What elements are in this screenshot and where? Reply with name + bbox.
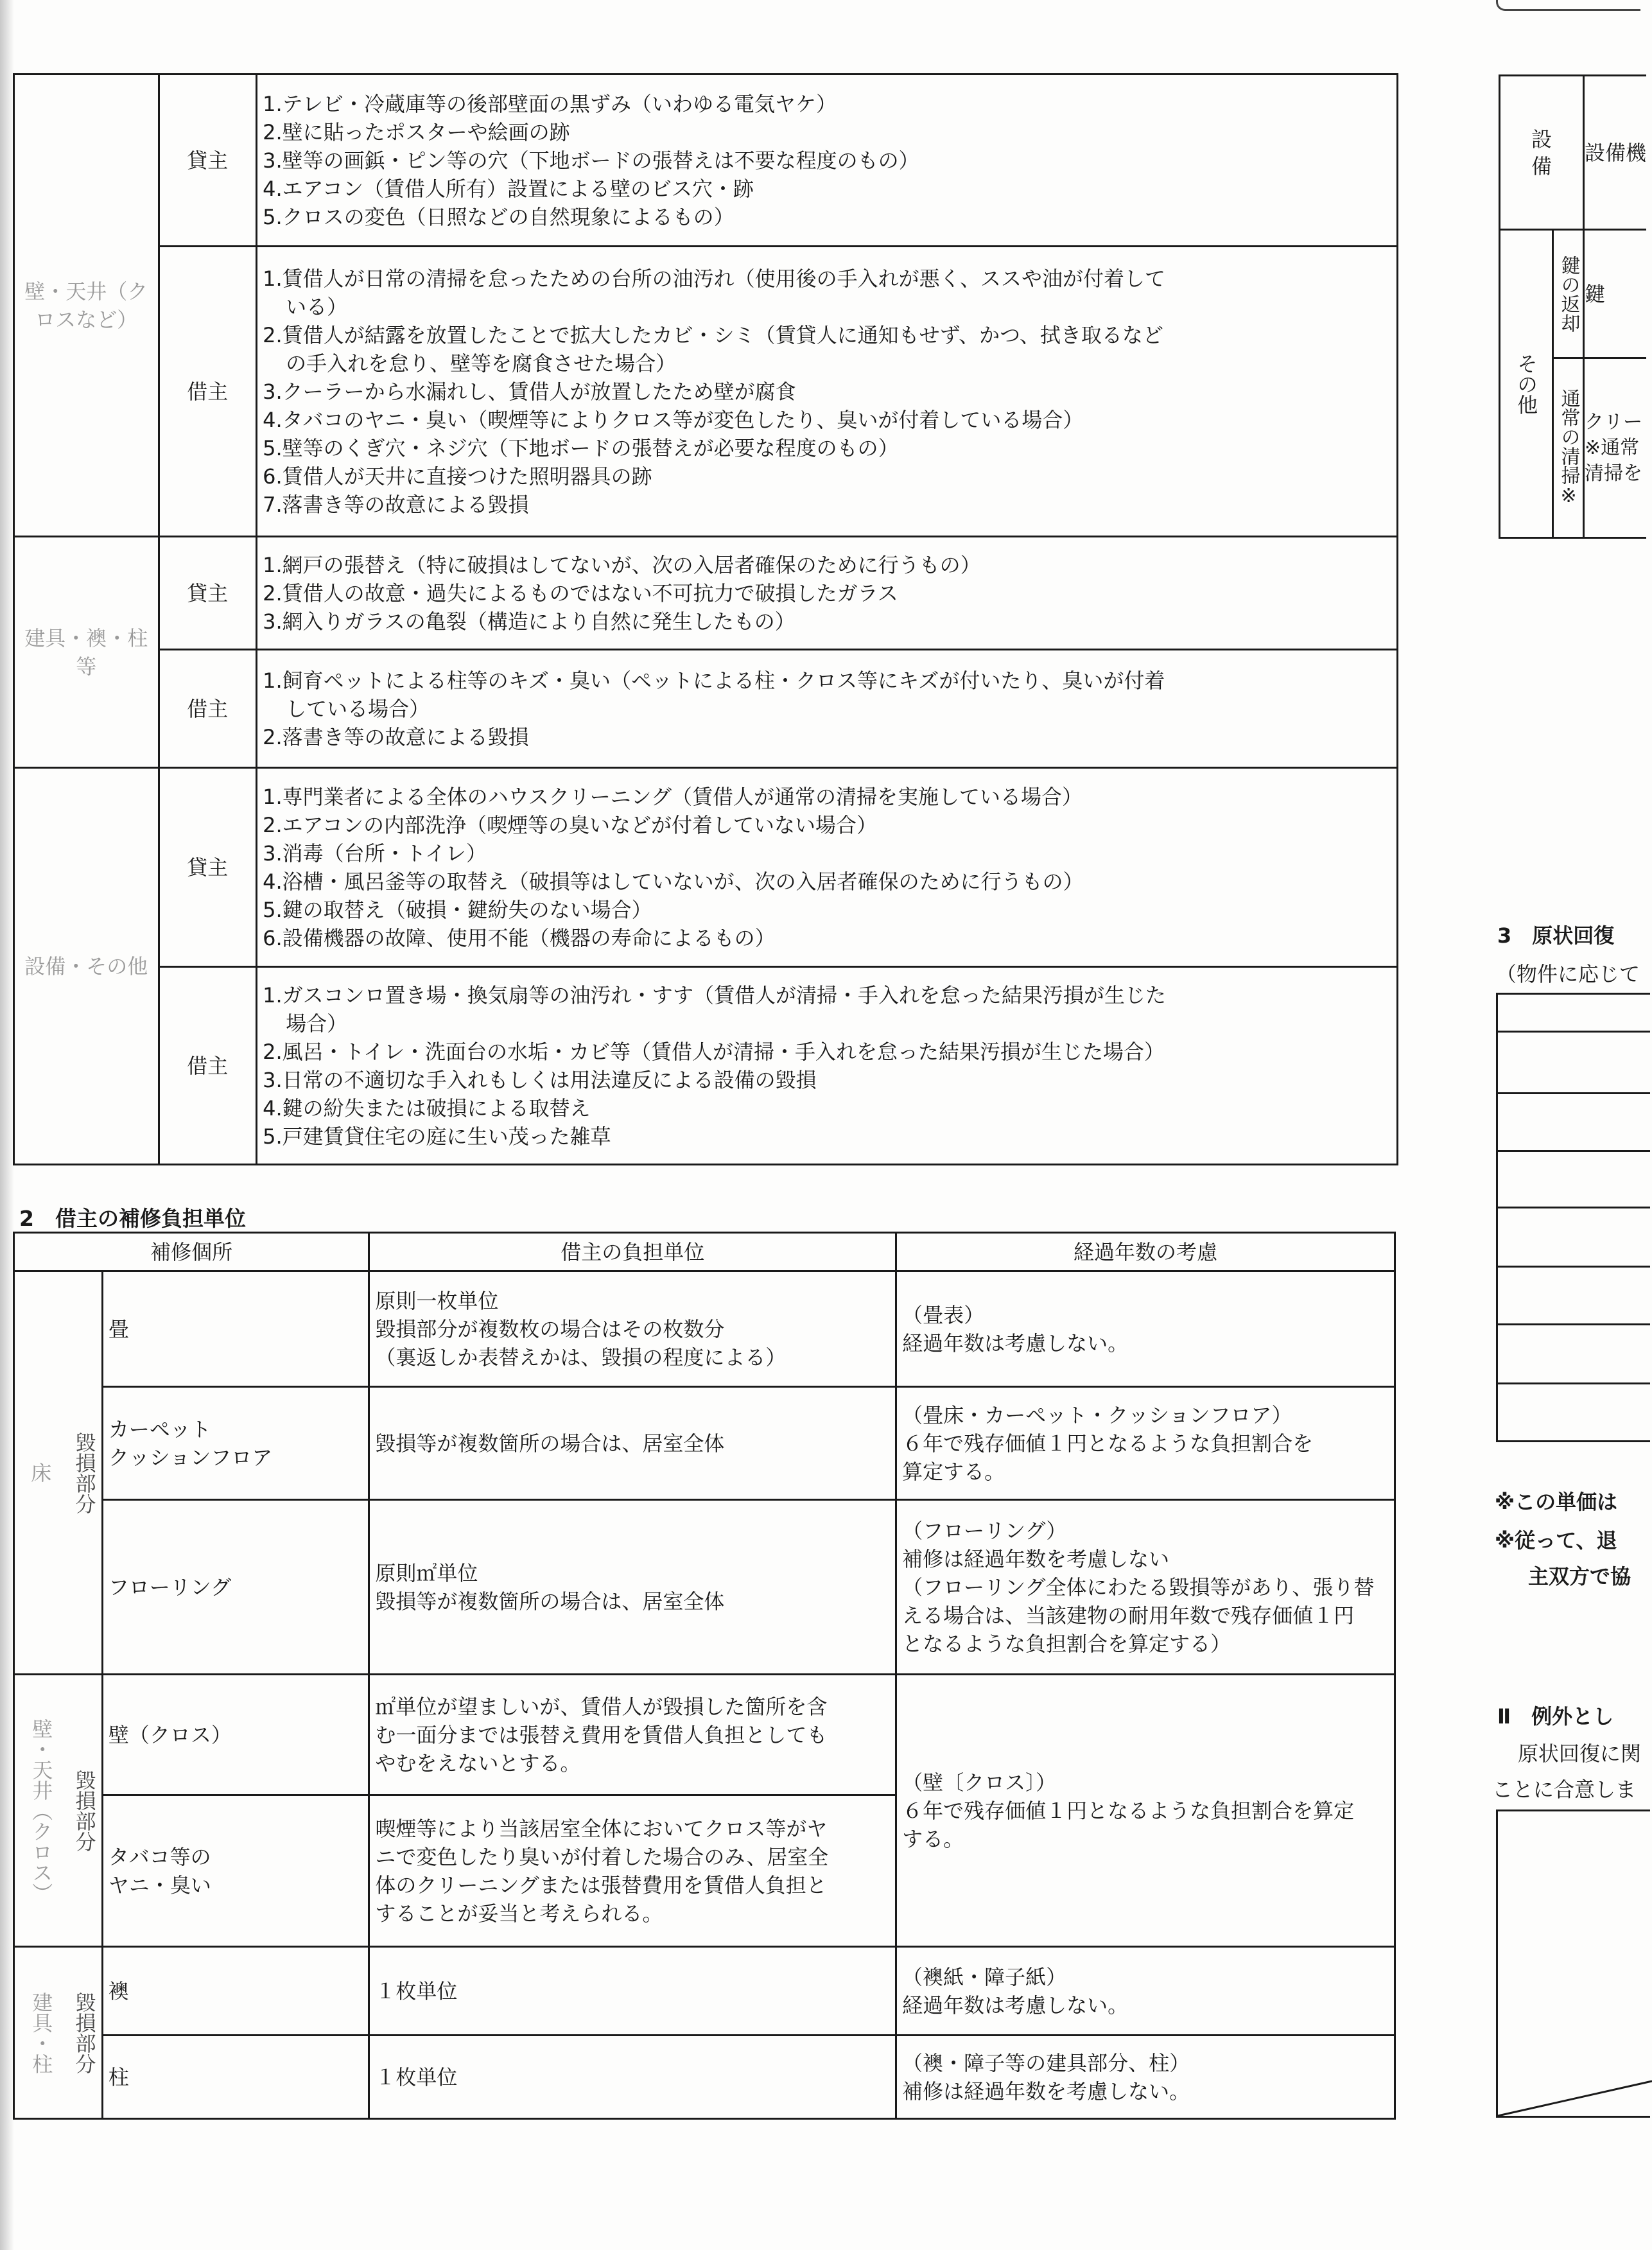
- list-item: 2.エアコンの内部洗浄（喫煙等の臭いなどが付着していない場合）: [263, 812, 878, 837]
- list-item: 1.専門業者による全体のハウスクリーニング（賃借人が通常の清掃を実施している場合）: [263, 784, 1083, 809]
- list-item: 3.消毒（台所・トイレ）: [263, 841, 487, 866]
- list-item: 2.風呂・トイレ・洗面台の水垢・カビ等（賃借人が清掃・手入れを怠った結果汚損が生じた場合）: [263, 1039, 1165, 1064]
- section-3-title: 3 原状回復: [1497, 923, 1615, 948]
- list-item: 5.クロスの変色（日照などの自然現象によるもの）: [263, 204, 735, 229]
- item-flooring: フローリング: [102, 1500, 369, 1675]
- item-tobacco: タバコ等の ヤニ・臭い: [102, 1795, 369, 1947]
- header-repair-location: 補修個所: [14, 1233, 369, 1271]
- list-item: 2.賃借人が結露を放置したことで拡大したカビ・シミ（賃貸人に通知もせず、かつ、拭き取るなど の手入れを怠り、壁等を腐食させた場合）: [263, 322, 1163, 376]
- age-wall: （壁〔クロス〕） ６年で残存価値１円となるような負担割合を算定 する。: [896, 1675, 1395, 1947]
- lessee-items-wall: [257, 247, 1398, 537]
- age-pillar: （襖・障子等の建具部分、柱） 補修は経過年数を考慮しない。: [896, 2036, 1395, 2119]
- unit-pillar: １枚単位: [369, 2036, 896, 2119]
- label-key-return: 鍵の返却: [1553, 230, 1584, 358]
- list-item: 5.鍵の取替え（破損・鍵紛失のない場合）: [263, 897, 652, 922]
- group-wall-ceiling: 壁・天井（クロス）: [14, 1675, 68, 1947]
- item-pillar: 柱: [102, 2036, 369, 2119]
- category-equipment: 設備・その他: [14, 768, 159, 1165]
- party-lessee: 借主: [159, 247, 257, 537]
- unit-tobacco: 喫煙等により当該居室全体においてクロス等がヤ ニで変色したり臭いが付着した場合のみ、居室全 体のクリーニングまたは張替費用を賃借人負担と することが妥当と考えられる。: [369, 1795, 896, 1947]
- list-item: 1.網戸の張替え（特に破損はしてないが、次の入居者確保のために行うもの）: [263, 552, 981, 577]
- list-item: 7.落書き等の故意による毀損: [263, 492, 529, 517]
- party-lessee: 借主: [159, 967, 257, 1165]
- list-item: 1.テレビ・冷蔵庫等の後部壁面の黒ずみ（いわゆる電気ヤケ）: [263, 91, 837, 116]
- party-lessor: 貸主: [159, 74, 257, 247]
- party-lessor: 貸主: [159, 768, 257, 967]
- party-lessor: 貸主: [159, 537, 257, 650]
- list-item: 6.設備機器の故障、使用不能（機器の寿命によるもの）: [263, 925, 776, 950]
- category-fixtures: 建具・襖・柱等: [14, 537, 159, 768]
- section-ii-text-2: ことに合意しま: [1492, 1777, 1637, 1802]
- list-item: 2.賃借人の故意・過失によるものではない不可抗力で破損したガラス: [263, 580, 898, 606]
- item-tatami: 畳: [102, 1271, 369, 1387]
- unit-flooring: 原則㎡単位 毀損等が複数箇所の場合は、居室全体: [369, 1500, 896, 1675]
- equipment-text: 設備機: [1583, 76, 1646, 230]
- repair-unit-table: [13, 1232, 1396, 2120]
- sub-damaged-part: 毀損部分: [67, 1675, 102, 1947]
- unit-tatami: 原則一枚単位 毀損部分が複数枚の場合はその枚数分 （裏返しか表替えかは、毀損の程度による）: [369, 1271, 896, 1387]
- note-unit-price: ※この単価は: [1495, 1490, 1618, 1514]
- note-therefore: ※従って、退: [1495, 1528, 1617, 1553]
- sub-damaged-part: 毀損部分: [67, 1271, 102, 1675]
- lessor-items-equipment: [257, 768, 1398, 967]
- list-item: 1.ガスコンロ置き場・換気扇等の油汚れ・すす（賃借人が清掃・手入れを怠った結果汚損が生じた 場合）: [263, 982, 1166, 1036]
- unit-price-table: [1496, 993, 1650, 1442]
- list-item: 4.鍵の紛失または破損による取替え: [263, 1095, 591, 1121]
- list-item: 2.壁に貼ったポスターや絵画の跡: [263, 119, 570, 144]
- list-item: 5.壁等のくぎ穴・ネジ穴（下地ボードの張替えが必要な程度のもの）: [263, 435, 899, 460]
- party-lessee: 借主: [159, 650, 257, 768]
- item-carpet: カーペット クッションフロア: [102, 1387, 369, 1500]
- section-ii-text-1: 原状回復に関: [1518, 1741, 1642, 1766]
- list-item: 6.賃借人が天井に直接つけた照明器具の跡: [263, 464, 652, 489]
- group-fixtures-pillar: 建具・柱: [14, 1947, 68, 2119]
- burden-table: [13, 73, 1398, 1165]
- agreement-box: [1496, 1810, 1650, 2118]
- cleaning-text: クリー ※通常 清掃を: [1583, 358, 1646, 538]
- page-edge-line: [1496, 0, 1640, 11]
- age-flooring: （フローリング） 補修は経過年数を考慮しない （フローリング全体にわたる毀損等があり、張り替 える場合は、当該建物の耐用年数で残存価値１円 となるような負担割合を算定する）: [896, 1500, 1395, 1675]
- age-tatami: （畳表） 経過年数は考慮しない。: [896, 1271, 1395, 1387]
- list-item: 1.飼育ペットによる柱等のキズ・臭い（ペットによる柱・クロス等にキズが付いたり、臭いが付着 している場合）: [263, 668, 1165, 721]
- unit-wall-cloth: ㎡単位が望ましいが、賃借人が毀損した箇所を含 む一面分までは張替え費用を賃借人負担としても やむをえないとする。: [369, 1675, 896, 1795]
- lessor-items-fixtures: [257, 537, 1398, 650]
- age-carpet: （畳床・カーペット・クッションフロア） ６年で残存価値１円となるような負担割合を 算定する。: [896, 1387, 1395, 1500]
- lessee-items-equipment: [257, 967, 1398, 1165]
- binder-shadow: [0, 0, 14, 2250]
- header-lessee-unit: 借主の負担単位: [369, 1233, 896, 1271]
- label-equipment: 設備: [1500, 76, 1584, 230]
- sub-damaged-part: 毀損部分: [67, 1947, 102, 2119]
- lessor-items-wall: [257, 74, 1398, 247]
- list-item: 5.戸建賃貸住宅の庭に生い茂った雑草: [263, 1124, 611, 1149]
- header-elapsed-years: 経過年数の考慮: [896, 1233, 1395, 1271]
- section-3-note: （物件に応じて: [1496, 962, 1640, 986]
- diagonal-strike: [1498, 1811, 1652, 2120]
- list-item: 1.賃借人が日常の清掃を怠ったための台所の油汚れ（使用後の手入れが悪く、ススや油が付着して いる）: [263, 266, 1166, 319]
- lessee-items-fixtures: [257, 650, 1398, 768]
- right-partial-table: [1499, 74, 1646, 539]
- unit-carpet: 毀損等が複数箇所の場合は、居室全体: [369, 1387, 896, 1500]
- section-ii-title: Ⅱ 例外とし: [1497, 1704, 1614, 1729]
- list-item: 2.落書き等の故意による毀損: [263, 724, 529, 749]
- item-wall-cloth: 壁（クロス）: [102, 1675, 369, 1795]
- list-item: 3.日常の不適切な手入れもしくは用法違反による設備の毀損: [263, 1067, 817, 1092]
- unit-fusuma: １枚単位: [369, 1947, 896, 2036]
- age-fusuma: （襖紙・障子紙） 経過年数は考慮しない。: [896, 1947, 1395, 2036]
- list-item: 3.壁等の画鋲・ピン等の穴（下地ボードの張替えは不要な程度のもの）: [263, 148, 919, 173]
- list-item: 4.浴槽・風呂釜等の取替え（破損等はしていないが、次の入居者確保のために行うもの）: [263, 869, 1084, 894]
- item-fusuma: 襖: [102, 1947, 369, 2036]
- note-both-parties: 主双方で協: [1528, 1564, 1631, 1589]
- key-text: 鍵: [1583, 230, 1646, 358]
- section-2-title: 2 借主の補修負担単位: [19, 1206, 246, 1231]
- label-other: その他: [1500, 230, 1553, 538]
- group-floor: 床: [14, 1271, 68, 1675]
- list-item: 3.クーラーから水漏れし、賃借人が放置したため壁が腐食: [263, 379, 796, 404]
- category-wall: 壁・天井（クロスなど）: [14, 74, 159, 537]
- label-cleaning: 通常の清掃※: [1553, 358, 1584, 538]
- list-item: 4.エアコン（賃借人所有）設置による壁のビス穴・跡: [263, 176, 754, 201]
- list-item: 3.網入りガラスの亀裂（構造により自然に発生したもの）: [263, 609, 796, 634]
- list-item: 4.タバコのヤニ・臭い（喫煙等によりクロス等が変色したり、臭いが付着している場合）: [263, 407, 1084, 432]
